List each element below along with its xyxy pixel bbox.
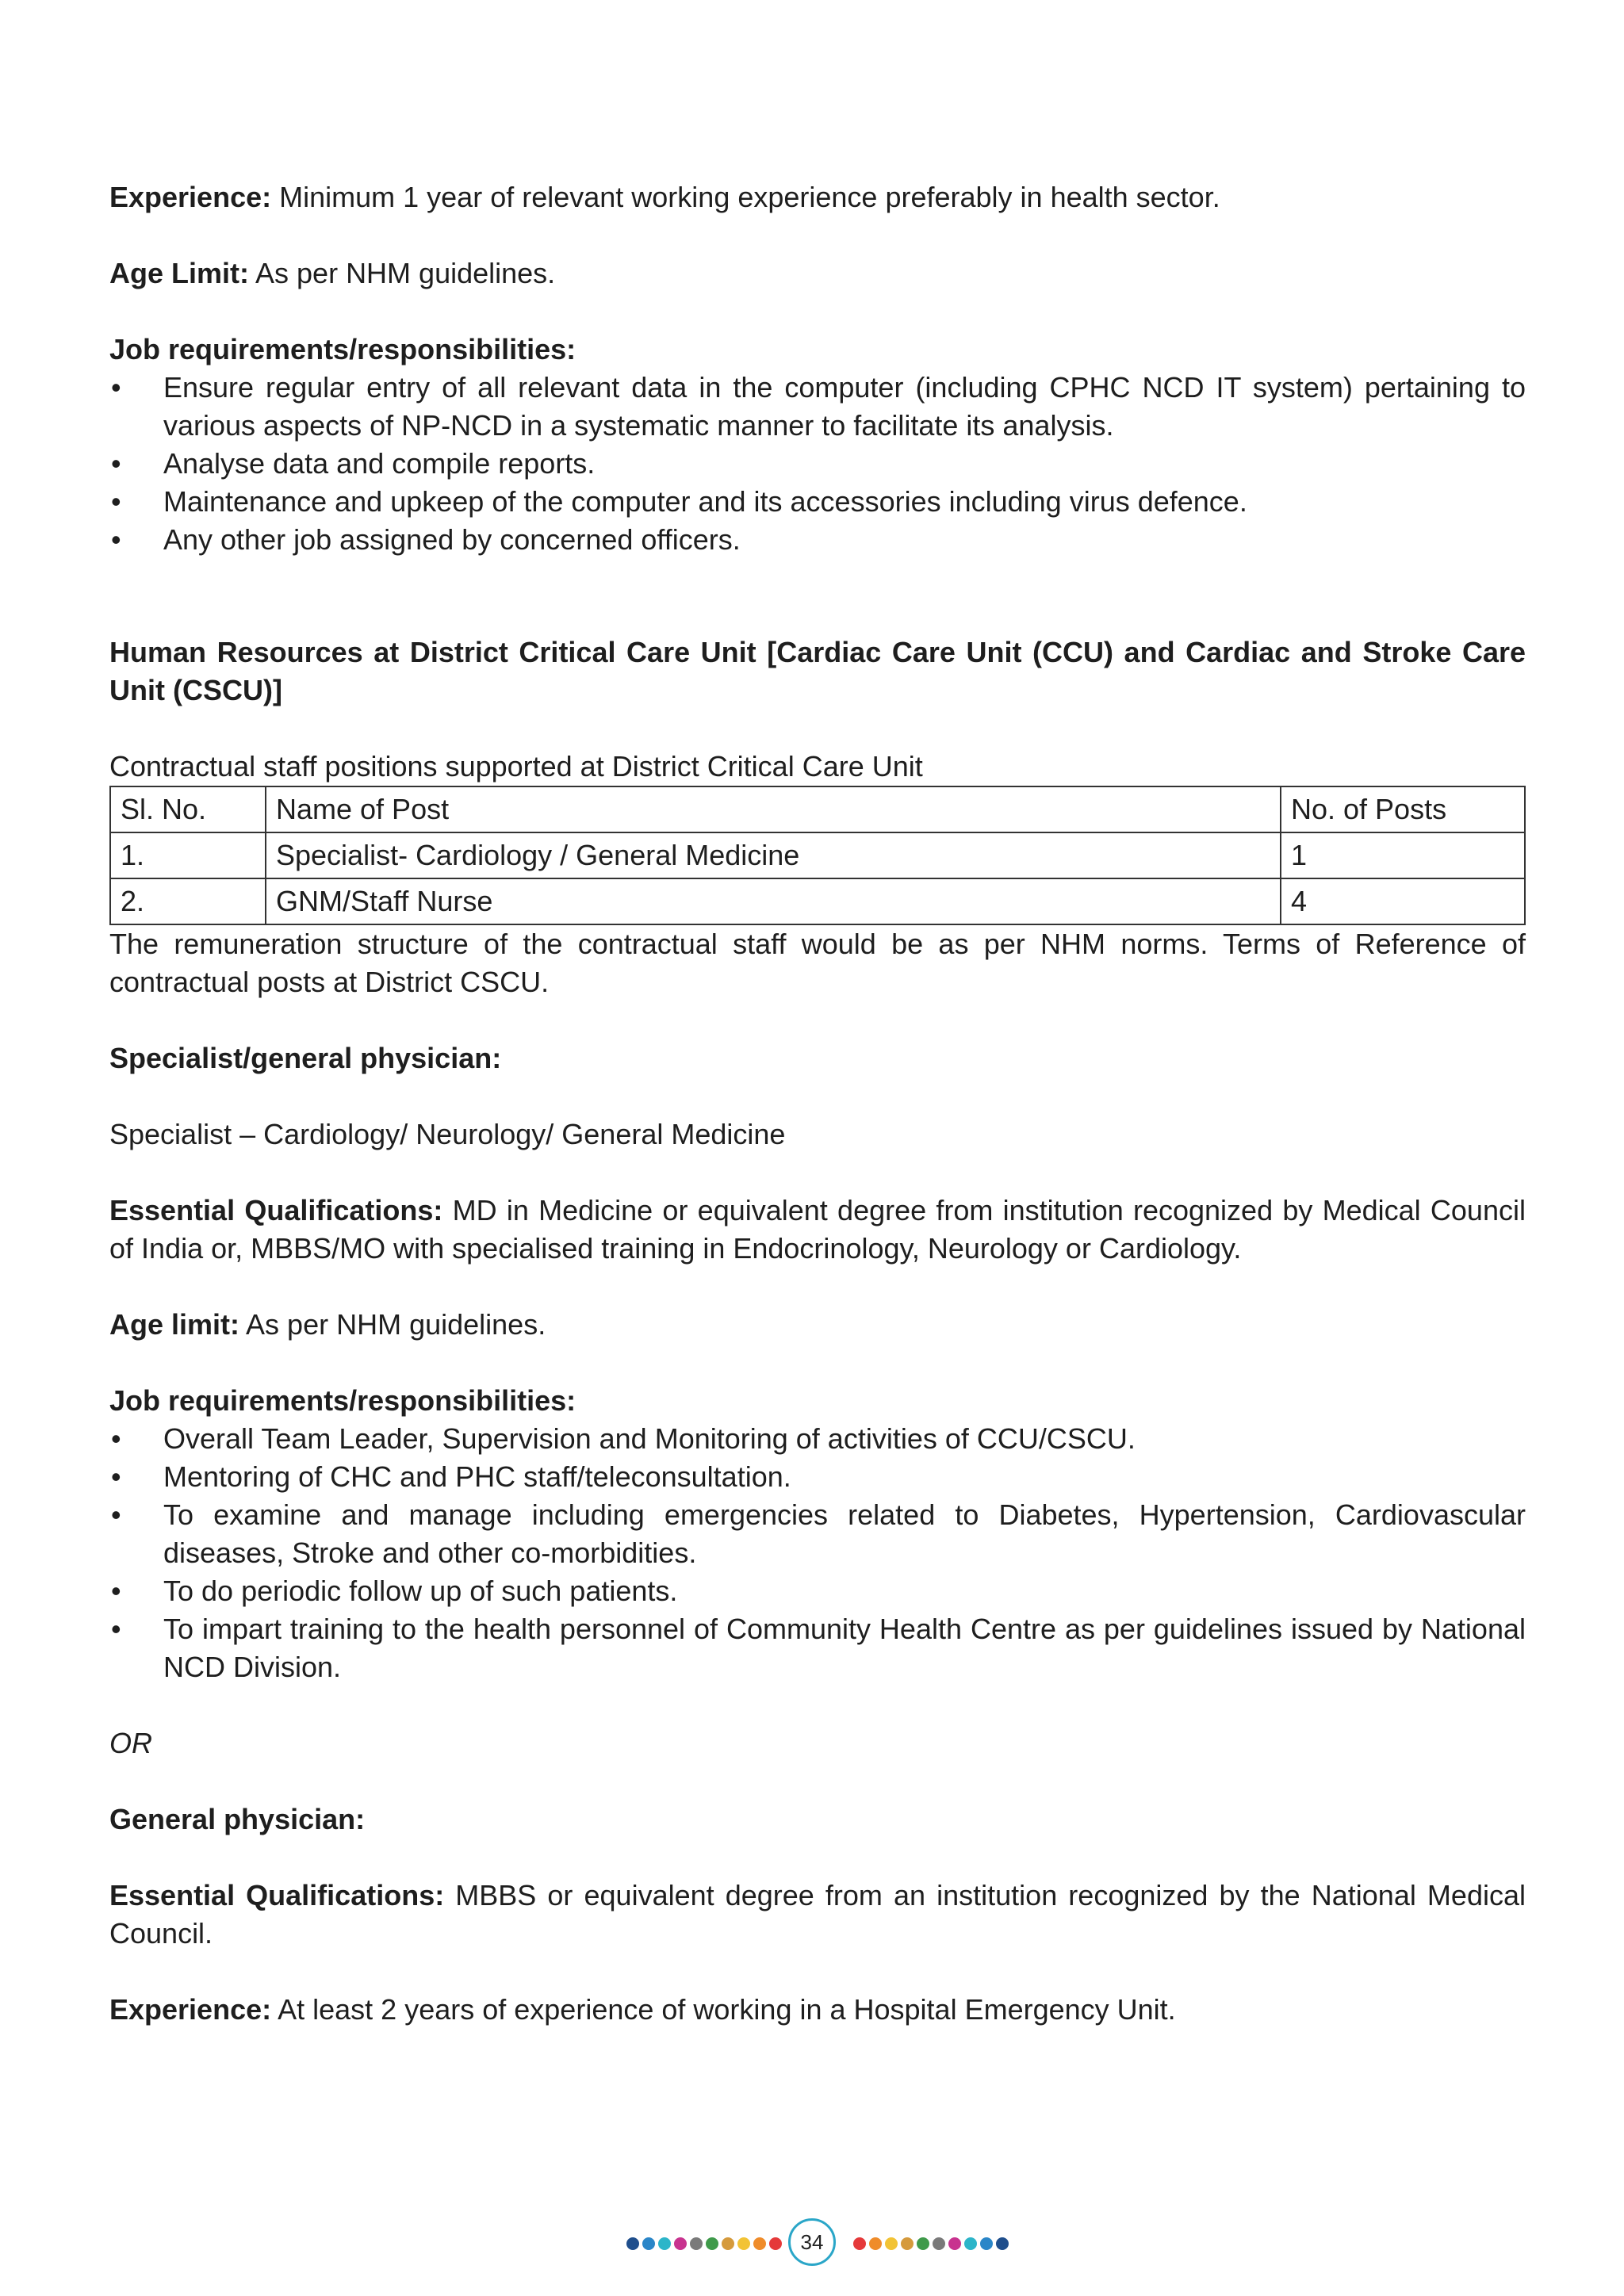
general-experience-paragraph <box>109 1991 1526 2029</box>
age-limit-text: As per NHM guidelines. <box>255 257 556 289</box>
job-requirements-list <box>109 369 1526 559</box>
list-item: • Maintenance and upkeep of the computer and its accessories including virus defence. <box>109 483 1526 521</box>
column-header-sl-no: Sl. No. <box>110 786 266 832</box>
qualifications-label: Essential Qualifications: <box>109 1194 443 1226</box>
specialist-heading: Specialist/general physician: <box>109 1042 502 1074</box>
experience-text: At least 2 years of experience of working in a Hospital Emergency Unit. <box>278 1993 1176 2026</box>
remuneration-paragraph: The remuneration structure of the contractual staff would be as per NHM norms. Terms of Reference of contractual posts at District CSCU. <box>109 928 1526 998</box>
age-limit-paragraph <box>109 254 1526 293</box>
experience-label: Experience: <box>109 1993 272 2026</box>
experience-label: Experience: <box>109 181 272 213</box>
experience-text: Minimum 1 year of relevant working experience preferably in health sector. <box>279 181 1220 213</box>
list-item: • To do periodic follow up of such patients. <box>109 1572 1526 1610</box>
decorative-dot <box>869 2237 882 2250</box>
specialist-subtitle: Specialist – Cardiology/ Neurology/ General Medicine <box>109 1118 786 1150</box>
decorative-dot <box>737 2237 750 2250</box>
general-physician-heading: General physician: <box>109 1803 366 1835</box>
posts-table <box>109 786 1526 925</box>
decorative-dot <box>980 2237 993 2250</box>
table-row <box>110 832 1525 878</box>
decorative-dot <box>690 2237 703 2250</box>
decorative-dot <box>948 2237 961 2250</box>
general-qualifications-paragraph <box>109 1877 1526 1953</box>
decorative-dot <box>658 2237 671 2250</box>
list-item: • Overall Team Leader, Supervision and Monitoring of activities of CCU/CSCU. <box>109 1420 1526 1458</box>
decorative-dot <box>626 2237 639 2250</box>
job-requirements-heading: Job requirements/responsibilities: <box>109 333 576 365</box>
section-spacer <box>109 597 1526 633</box>
list-item: • Analyse data and compile reports. <box>109 445 1526 483</box>
qualifications-text: MBBS or equivalent degree from an institution recognized by the National Medical Council. <box>109 1879 1526 1950</box>
specialist-age-paragraph <box>109 1306 1526 1344</box>
list-item: • Ensure regular entry of all relevant data in the computer (including CPHC NCD IT system) pertaining to various aspects of NP-NCD in a systematic manner to facilitate its analysis. <box>109 369 1526 445</box>
age-limit-label: Age limit: <box>109 1308 240 1341</box>
table-cell: GNM/Staff Nurse <box>266 878 1281 924</box>
decorative-dot <box>964 2237 977 2250</box>
decorative-dot <box>769 2237 782 2250</box>
decorative-dot <box>917 2237 929 2250</box>
specialist-qualifications-paragraph <box>109 1192 1526 1268</box>
decorative-dot <box>753 2237 766 2250</box>
qualifications-text: MD in Medicine or equivalent degree from institution recognized by Medical Council of India or, MBBS/MO with specialised training in Endocrinology, Neurology or Cardiology. <box>109 1194 1526 1265</box>
specialist-job-list <box>109 1420 1526 1686</box>
table-caption: Contractual staff positions supported at District Critical Care Unit <box>109 750 923 783</box>
decorative-dots-right <box>853 2237 1009 2250</box>
page-number: 34 <box>788 2218 836 2266</box>
decorative-dot <box>674 2237 687 2250</box>
age-limit-label: Age Limit: <box>109 257 249 289</box>
table-header-row <box>110 786 1525 832</box>
decorative-dot <box>706 2237 718 2250</box>
list-item: • Any other job assigned by concerned officers. <box>109 521 1526 559</box>
table-cell: Specialist- Cardiology / General Medicine <box>266 832 1281 878</box>
experience-paragraph <box>109 178 1526 216</box>
table-cell: 1 <box>1281 832 1525 878</box>
decorative-dot <box>996 2237 1009 2250</box>
section-heading: Human Resources at District Critical Care Unit [Cardiac Care Unit (CCU) and Cardiac and Stroke Care Unit (CSCU)] <box>109 636 1526 706</box>
decorative-dot <box>901 2237 914 2250</box>
specialist-job-heading: Job requirements/responsibilities: <box>109 1384 576 1417</box>
table-cell: 2. <box>110 878 266 924</box>
decorative-dot <box>885 2237 898 2250</box>
or-text: OR <box>109 1727 152 1759</box>
table-cell: 4 <box>1281 878 1525 924</box>
list-item: • Mentoring of CHC and PHC staff/teleconsultation. <box>109 1458 1526 1496</box>
column-header-no-of-posts: No. of Posts <box>1281 786 1525 832</box>
decorative-dot <box>642 2237 655 2250</box>
page-footer <box>0 2218 1624 2269</box>
decorative-dot <box>853 2237 866 2250</box>
decorative-dot <box>933 2237 945 2250</box>
list-item: • To impart training to the health personnel of Community Health Centre as per guidelines issued by National NCD Division. <box>109 1610 1526 1686</box>
age-limit-text: As per NHM guidelines. <box>246 1308 546 1341</box>
qualifications-label: Essential Qualifications: <box>109 1879 445 1911</box>
table-row <box>110 878 1525 924</box>
column-header-name-of-post: Name of Post <box>266 786 1281 832</box>
table-cell: 1. <box>110 832 266 878</box>
decorative-dots-left <box>626 2237 782 2250</box>
decorative-dot <box>722 2237 734 2250</box>
document-page <box>109 178 1526 2067</box>
list-item: • To examine and manage including emergencies related to Diabetes, Hypertension, Cardiovascular diseases, Stroke and other co-morbidities. <box>109 1496 1526 1572</box>
